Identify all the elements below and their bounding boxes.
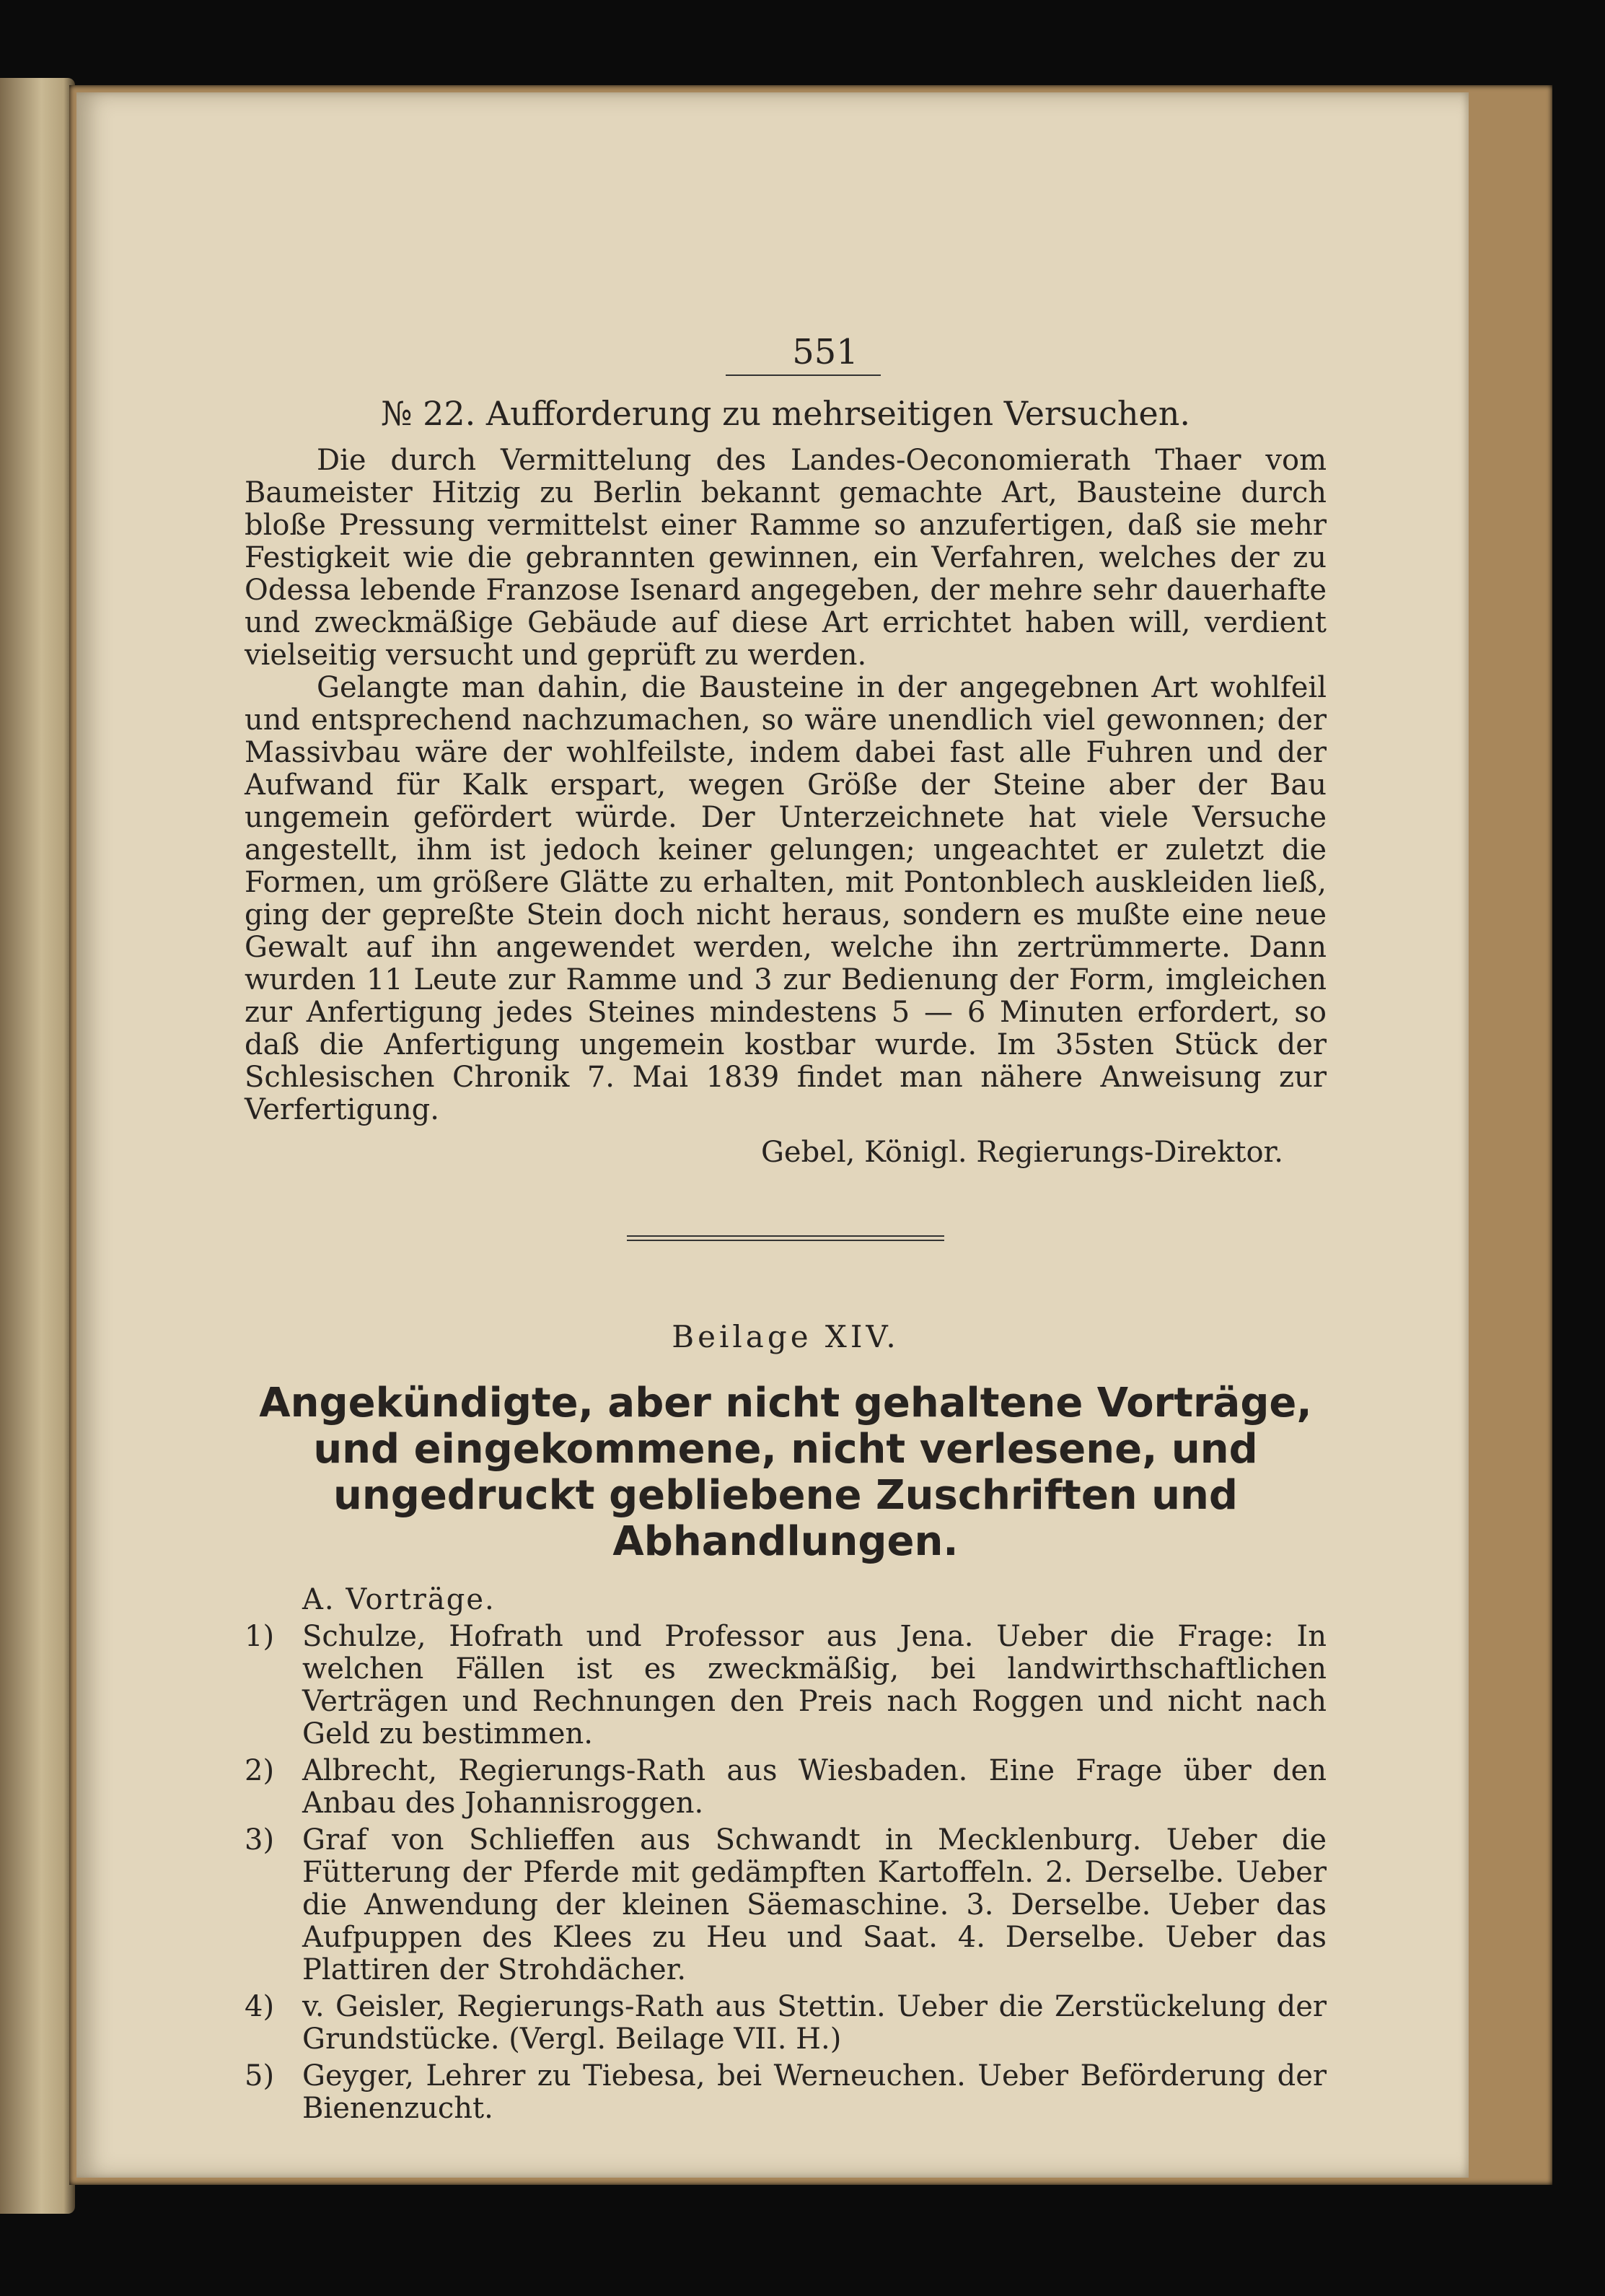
page-number: 551 [792, 332, 858, 372]
book-page [76, 92, 1469, 2178]
list-item [245, 1824, 1327, 1986]
section-paragraph: Gelangte man dahin, die Bausteine in der angegebnen Art wohlfeil und entsprechend nachzumachen, so wäre unendlich viel gewonnen; der Massivbau wäre der wohlfeilste, indem dabei fast alle Fuhren und der Aufwand für Kalk erspart, wegen Größe der Steine aber der Bau ungemein gefördert würde. Der Unterzeichnete hat viele Versuche angestellt, ihm ist jedoch keiner gelungen; ungeachtet er zuletzt die Formen, um größere Glätte zu erhalten, mit Pontonblech auskleiden ließ, ging der gepreßte Stein doch nicht heraus, sondern es mußte eine neue Gewalt auf ihn angewendet werden, welche ihn zertrümmerte. Dann wurden 11 Leute zur Ramme und 3 zur Bedienung der Form, imgleichen zur Anfertigung jedes Steines mindestens 5 — 6 Minuten erfordert, so daß die Anfertigung ungemein kostbar wurde. Im 35sten Stück der Schlesischen Chronik 7. Mai 1839 findet man nähere Anweisung zur Verfertigung. [245, 671, 1327, 1126]
list-item [245, 1755, 1327, 1820]
beilage-title: Angekündigte, aber nicht gehaltene Vorträge, und eingekommene, nicht verlesene, und ungedruckt gebliebene Zuschriften und Abhandlungen. [259, 1380, 1312, 1565]
list-item-text: Albrecht, Regierungs-Rath aus Wiesbaden. Eine Frage über den Anbau des Johannisroggen. [302, 1754, 1327, 1820]
section-title: № 22. Aufforderung zu mehrseitigen Versuchen. [380, 394, 1190, 433]
list-item [245, 1991, 1327, 2056]
page-content [245, 237, 1327, 2129]
list-item-number: 5) [245, 2059, 275, 2093]
beilage-subhead: A. Vorträge. [302, 1583, 496, 1616]
signature: Gebel, Königl. Regierungs-Direktor. [760, 1136, 1283, 1169]
beilage-label: Beilage XIV. [672, 1319, 900, 1354]
section-paragraph: Die durch Vermittelung des Landes-Oeconomierath Thaer vom Baumeister Hitzig zu Berlin bekannt gemachte Art, Bausteine durch bloße Pressung vermittelst einer Ramme so anzufertigen, daß sie mehr Festigkeit wie die gebrannten gewinnen, ein Verfahren, welches der zu Odessa lebende Franzose Isenard angegeben, der mehre sehr dauerhafte und zweckmäßige Gebäude auf diese Art errichtet haben will, verdient vielseitig versucht und geprüft zu werden. [245, 444, 1327, 672]
left-page-edge [0, 78, 75, 2214]
list-item-text: Geyger, Lehrer zu Tiebesa, bei Werneuchen. Ueber Beförderung der Bienenzucht. [302, 2059, 1327, 2125]
list-item-text: Graf von Schlieffen aus Schwandt in Mecklenburg. Ueber die Fütterung der Pferde mit gedämpften Kartoffeln. 2. Derselbe. Ueber die Anwendung der kleinen Säemaschine. 3. Derselbe. Ueber das Aufpuppen des Klees zu Heu und Saat. 4. Derselbe. Ueber das Plattiren der Strohdächer. [302, 1823, 1327, 1986]
list-item-number: 1) [245, 1620, 275, 1653]
list-item-number: 2) [245, 1754, 275, 1787]
list-item-text: v. Geisler, Regierungs-Rath aus Stettin. Ueber die Zerstückelung der Grundstücke. (Vergl. Beilage VII. H.) [302, 1990, 1327, 2056]
list-item-number: 3) [245, 1823, 275, 1857]
page-number-rule [726, 374, 881, 376]
list-item-text: Schulze, Hofrath und Professor aus Jena. Ueber die Frage: In welchen Fällen ist es zweckmäßig, bei landwirthschaftlichen Verträgen und Rechnungen den Preis nach Roggen und nicht nach Geld zu bestimmen. [302, 1620, 1327, 1751]
section-divider [627, 1235, 944, 1241]
list-item-number: 4) [245, 1990, 275, 2023]
list-item [245, 2060, 1327, 2125]
list-item [245, 1621, 1327, 1751]
